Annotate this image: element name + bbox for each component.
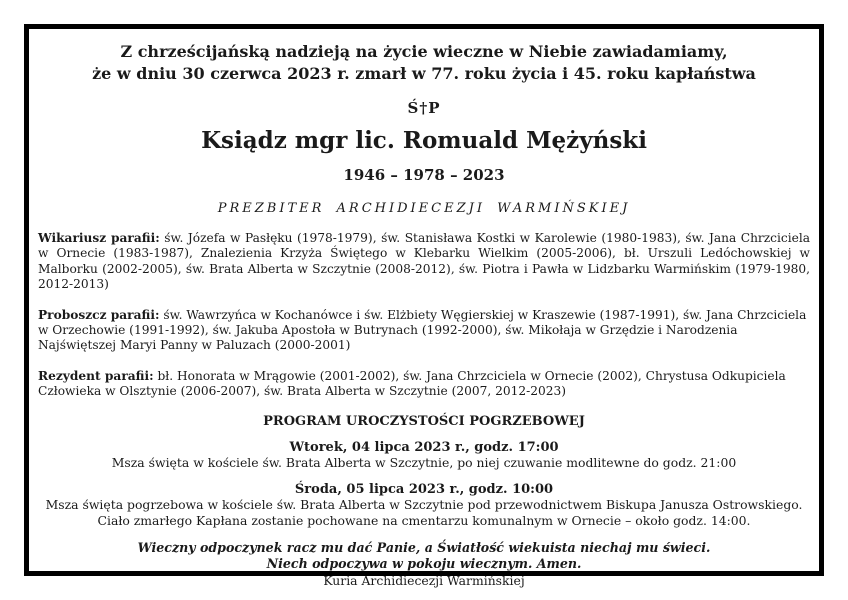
issuing-authority-signature: Kuria Archidiecezji Warmińskiej: [323, 572, 525, 588]
notice-frame: [24, 24, 824, 588]
ministry-pastor-text: św. Wawrzyńca w Kochanówce i św. Elżbiety Węgierskiej w Kraszewie (1987-1991), św. Jana Chrzciciela w Orzechowie (1991-1992), św. Jakuba Apostoła w Butrynach (1992-2000), św. Mikołaja w Grzędzie i Narodzenia Najświętszej Maryi Panny w Paluzach (2000-2001): [38, 307, 807, 353]
closing-prayer: [38, 540, 810, 573]
intro-line-1: Z chrześcijańską nadzieją na życie wieczne w Niebie zawiadamiamy,: [120, 42, 728, 61]
event-tuesday-datetime: Wtorek, 04 lipca 2023 r., godz. 17:00: [289, 439, 559, 455]
funeral-event-wednesday: [38, 482, 810, 529]
event-wednesday-description-2: Ciało zmarłego Kapłana zostanie pochowane na cmentarzu komunalnym w Ornecie – około godz. 14:00.: [97, 512, 751, 528]
funeral-event-tuesday: [38, 440, 810, 471]
event-wednesday-datetime: Środa, 05 lipca 2023 r., godz. 10:00: [294, 481, 554, 497]
intro-line-2: że w dniu 30 czerwca 2023 r. zmarł w 77. roku życia i 45. roku kapłaństwa: [92, 64, 756, 83]
ministry-resident-text: bł. Honorata w Mrągowie (2001-2002), św. Jana Chrzciciela w Ornecie (2002), Chrystusa Odkupiciela Człowieka w Olsztynie (2006-2007), św. Brata Alberta w Szczytnie (2007, 2012-2023): [38, 368, 786, 399]
ministry-paragraph-vicar: [38, 231, 810, 293]
ministry-pastor-label: Proboszcz parafii:: [38, 307, 160, 322]
funeral-program-title: PROGRAM UROCZYSTOŚCI POGRZEBOWEJ: [263, 413, 585, 429]
event-tuesday-description: Msza święta w kościele św. Brata Alberta w Szczytnie, po niej czuwanie modlitewne do godz. 21:00: [111, 454, 737, 470]
prayer-line-2: Niech odpoczywa w pokoju wiecznym. Amen.: [266, 556, 582, 572]
ministry-vicar-text: św. Józefa w Pasłęku (1978-1979), św. Stanisława Kostki w Karolewie (1980-1983), św. Jana Chrzciciela w Ornecie (1983-1987), Znalezienia Krzyża Świętego w Klebarku Wielkim (2005-2006), bł. Urszuli Ledóchowskiej w Malborku (2002-2005), św. Brata Alberta w Szczytnie (2008-2012), św. Piotra i Pawła w Lidzbarku Warmińskim (1979-1980, 2012-2013): [38, 231, 810, 292]
clergy-role-title: PREZBITER ARCHIDIECEZJI WARMIŃSKIEJ: [217, 201, 631, 216]
prayer-line-1: Wieczny odpoczynek racz mu dać Panie, a Światłość wiekuista niechaj mu świeci.: [137, 539, 711, 555]
rip-abbreviation: Ś†P: [407, 99, 441, 117]
ministry-paragraph-resident: [38, 369, 810, 400]
event-wednesday-description-1: Msza święta pogrzebowa w kościele św. Brata Alberta w Szczytnie pod przewodnictwem Biskupa Janusza Ostrowskiego.: [45, 496, 803, 512]
deceased-name: Ksiądz mgr lic. Romuald Mężyński: [201, 127, 647, 154]
ministry-resident-label: Rezydent parafii:: [38, 368, 154, 383]
ministry-paragraph-pastor: [38, 308, 810, 354]
life-milestone-dates: 1946 – 1978 – 2023: [343, 166, 505, 184]
ministry-vicar-label: Wikariusz parafii:: [38, 231, 160, 245]
intro-statement: [38, 41, 810, 85]
